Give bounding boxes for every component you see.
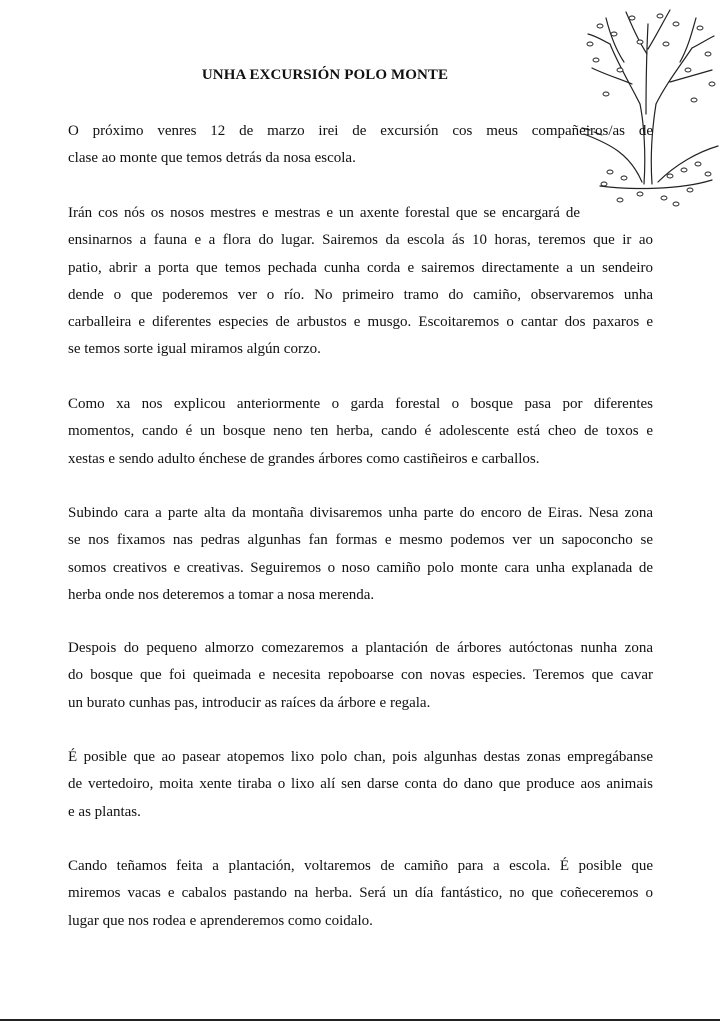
text-line: do bosque que foi queimada e necesita repoboarse con novas especies. Teremos que cavar [68,667,653,684]
paragraph-7 [68,853,653,935]
text-line: lugar que nos rodea e aprenderemos como coidalo. [68,912,373,929]
paragraph-1 [68,118,653,173]
text-line: de vertedoiro, moita xente tiraba o lixo alí sen darse conta do dano que produce aos animais [68,776,653,793]
paragraph-5 [68,635,653,717]
text-line: Como xa nos explicou anteriormente o garda forestal o bosque pasa por diferentes [68,396,653,412]
text-line: patio, abrir a porta que temos pechada cunha corda e sairemos directamente a un sendeiro [68,259,653,276]
text-line: se nos fixamos nas pedras algunhas fan formas e mesmo podemos ver un sapoconcho se [68,532,653,549]
text-line: Subindo cara a parte alta da montaña divisaremos unha parte do encoro de Eiras. Nesa zona [68,505,653,521]
paragraph-3 [68,391,653,473]
text-line: carballeira e diferentes especies de arbustos e musgo. Escoitaremos o cantar dos paxaros e [68,314,653,331]
text-line: se temos sorte igual miramos algún corzo. [68,341,321,358]
page-title: UNHA EXCURSIÓN POLO MONTE [201,67,449,83]
text-line: miremos vacas e cabalos pastando na herba. Será un día fantástico, no que coñeceremos o [68,885,653,902]
text-line: xestas e sendo adulto énchese de grandes árbores como castiñeiros e carballos. [68,450,540,467]
paragraph-2 [68,200,653,364]
text-line: dende o que poderemos ver o río. No primeiro tramo do camiño, observaremos unha [68,286,653,303]
autumn-tree-illustration [580,4,720,212]
paragraph-4 [68,500,653,609]
text-line: Irán cos nós os nosos mestres e mestras e un axente forestal que se encargará de [68,205,580,221]
text-line: e as plantas. [68,803,141,820]
text-line: É posible que ao pasear atopemos lixo polo chan, pois algunhas destas zonas empregábanse [68,749,653,765]
text-line: Despois do pequeno almorzo comezaremos a plantación de árbores autóctonas nunha zona [68,640,653,656]
text-line: clase ao monte que temos detrás da nosa escola. [68,150,356,167]
page-bottom-divider [0,1019,720,1021]
text-line: O próximo venres 12 de marzo irei de excursión cos meus compañeiros/as de [68,123,653,139]
text-line: ensinarnos a fauna e a flora do lugar. Sairemos da escola ás 10 horas, teremos que ir ao [68,232,653,249]
text-line: momentos, cando é un bosque neno ten herba, cando é adolescente está cheo de toxos e [68,423,653,440]
text-line: un burato cunhas pas, introducir as raíces da árbore e regala. [68,694,431,711]
text-line: herba onde nos deteremos a tomar a nosa merenda. [68,586,375,603]
paragraph-6 [68,744,653,826]
text-line: Cando teñamos feita a plantación, voltaremos de camiño para a escola. É posible que [68,858,653,874]
text-line: somos creativos e creativas. Seguiremos o noso camiño polo monte cara unha explanada de [68,559,653,576]
